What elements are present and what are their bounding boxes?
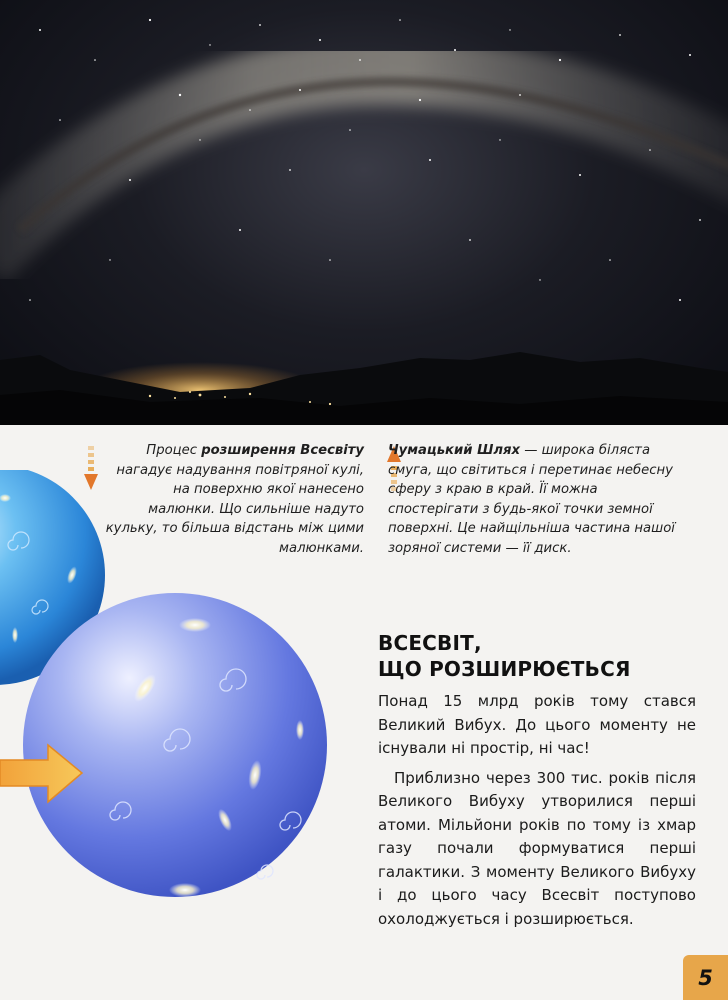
caption-right-post: — широка біляста смуга, що світиться і перетинає небесну сферу з краю в край. Її можна спостерігати з будь-якої точки земної поверхні. Це найщільніша частина нашої зоряної системи — її диск. [388, 443, 675, 556]
article-paragraph-2: Приблизно через 300 тис. років після Великого Вибуху утворилися перші атоми. Мільйони років по тому із хмар газу почали формуватися перші галактики. З моменту Великого Вибуху і до цього часу Всесвіт поступово охолоджується і розширюється. [378, 768, 696, 928]
caption-left-pre: Процес [146, 443, 202, 458]
article-body [378, 690, 696, 931]
expanding-balloon-illustration [0, 470, 340, 950]
caption-milky-way [388, 441, 680, 558]
caption-left-post: нагадує надування повітряної кулі, на поверхню якої нанесено малюнки. Що сильніше надуто кульку, то більша відстань між цими малюнками. [105, 462, 364, 556]
article-title-line2: ЩО РОЗШИРЮЄТЬСЯ [378, 657, 631, 681]
large-balloon [23, 593, 327, 897]
milky-way-photo [0, 0, 728, 425]
article-title-line1: ВСЕСВІТ, [378, 631, 482, 655]
caption-right-bold: Чумацький Шлях [388, 443, 520, 458]
page-number: 5 [698, 965, 713, 990]
article-title [378, 630, 696, 682]
page-number-badge [683, 955, 728, 1000]
article-paragraph-1: Понад 15 млрд років тому стався Великий Вибух. До цього моменту не існували ні простір, ні час! [378, 692, 696, 757]
article-expanding-universe [378, 630, 696, 931]
milky-way-illustration [0, 0, 728, 425]
caption-left-bold: розширення Всесвіту [201, 443, 364, 458]
